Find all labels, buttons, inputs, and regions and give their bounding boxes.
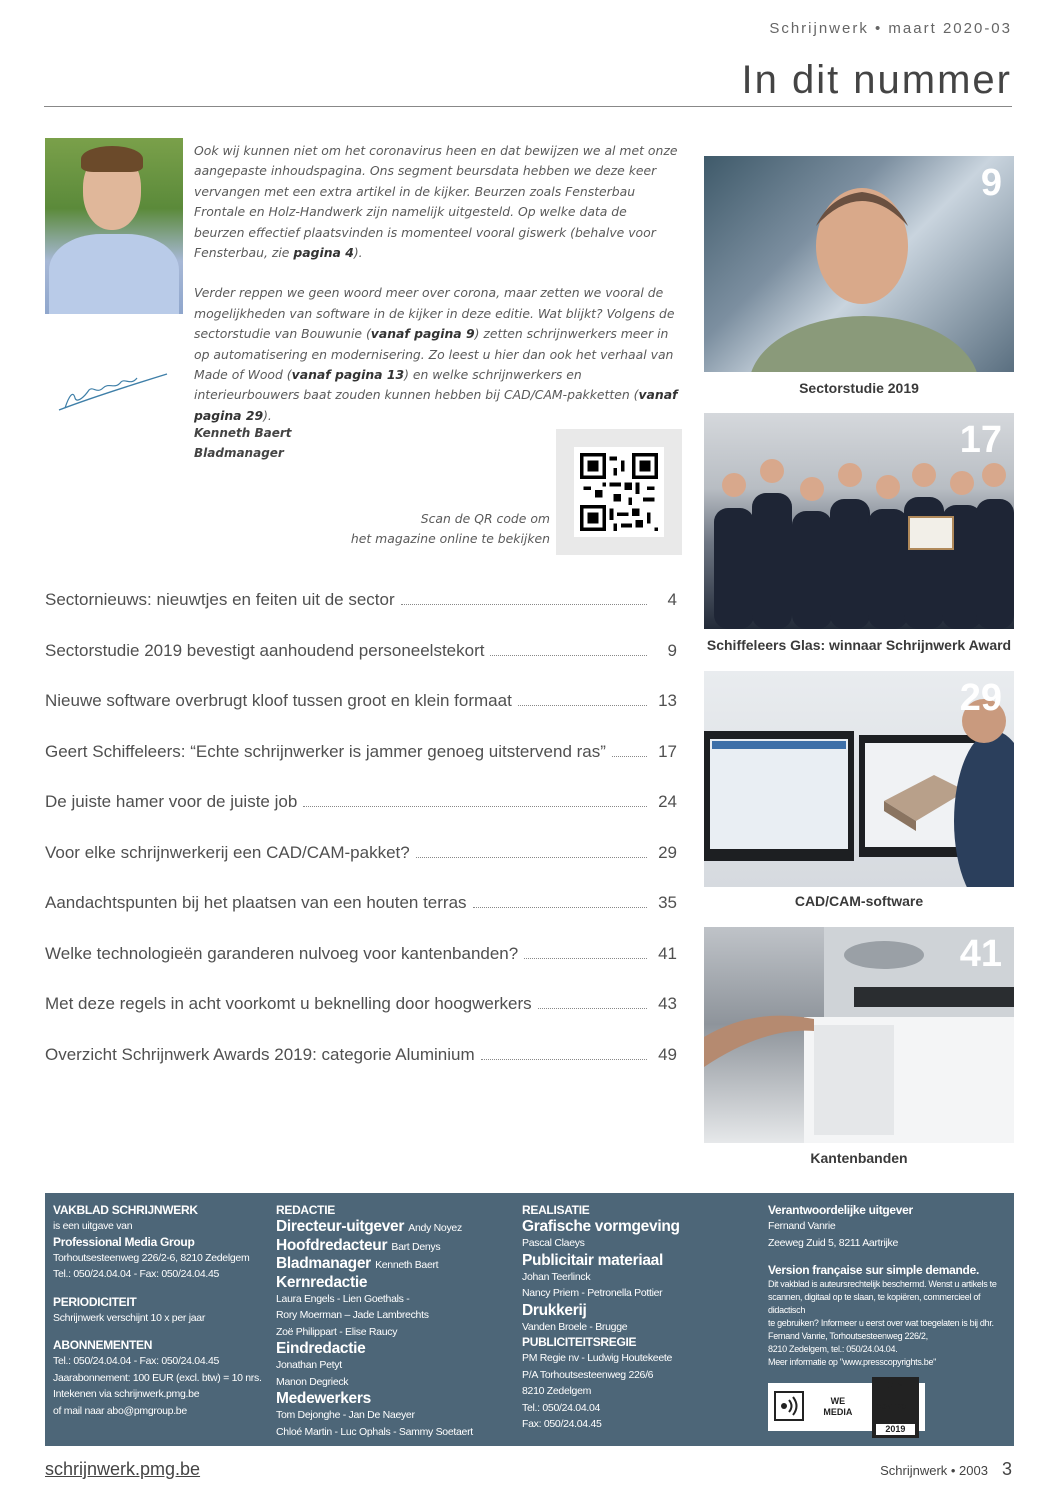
intro-paragraph-2: Verder reppen we geen woord meer over corona, maar zetten we vooral de mogelijkheden van software in de kijker in deze editie. Wat blijkt? Volgens de sectorstudie van Bouwunie (vanaf pagina 9) zetten schrijnwerkers meer in op automatisering en modernisering. Zo leest u hier dan ook het verhaal van Made of Wood (vanaf pagina 13) en welke schrijnwerkers en interieurbouwers baat zouden kunnen hebben bij CAD/CAM-pakketten (vanaf pagina 29). bbox=[194, 285, 678, 423]
intro-text bbox=[194, 141, 678, 446]
website-link[interactable]: schrijnwerk.pmg.be bbox=[45, 1459, 201, 1479]
toc-item[interactable] bbox=[45, 792, 677, 843]
toc-item-page: 24 bbox=[658, 792, 677, 811]
author-block bbox=[194, 423, 292, 463]
thumbnail-caption: Kantenbanden bbox=[810, 1150, 908, 1166]
colophon-heading: Verantwoordelijke uitgever bbox=[768, 1203, 913, 1217]
toc-item[interactable] bbox=[45, 1045, 677, 1096]
colophon-line: P/A Torhoutsesteenweg 226/6 bbox=[522, 1368, 654, 1381]
thumbnail-page-number: 41 bbox=[959, 933, 1002, 975]
certification-logos bbox=[768, 1379, 925, 1434]
qr-caption-line-2: het magazine online te bekijken bbox=[350, 531, 550, 546]
colophon-role: Kernredactie bbox=[276, 1273, 368, 1291]
toc-item[interactable] bbox=[45, 893, 677, 944]
thumbnail-caption: Schiffeleers Glas: winnaar Schrijnwerk Award bbox=[706, 637, 1012, 653]
header-rule bbox=[44, 106, 1012, 107]
page-title: In dit nummer bbox=[741, 58, 1012, 102]
toc-item[interactable] bbox=[45, 994, 677, 1045]
colophon-person: Pascal Claeys bbox=[522, 1237, 585, 1249]
we-media-logo: WE MEDIA bbox=[823, 1396, 853, 1417]
toc-item-page: 43 bbox=[658, 994, 677, 1013]
page-number: 3 bbox=[1001, 1459, 1012, 1479]
colophon bbox=[45, 1193, 1014, 1446]
colophon-line: Torhoutsesteenweg 226/2-6, 8210 Zedelgem bbox=[53, 1251, 250, 1264]
toc-leader bbox=[538, 994, 647, 1009]
colophon-heading: REDACTIE bbox=[276, 1203, 335, 1217]
qr-caption bbox=[351, 509, 550, 549]
colophon-line: Fernand Vanrie bbox=[768, 1220, 836, 1232]
colophon-production bbox=[522, 1203, 762, 1433]
colophon-line: Fax: 050/24.04.45 bbox=[522, 1418, 602, 1430]
colophon-publisher bbox=[53, 1203, 271, 1419]
colophon-person: Zoë Philippart - Elise Raucy bbox=[276, 1325, 398, 1338]
qr-code-icon[interactable] bbox=[574, 447, 664, 537]
colophon-line: Zeeweg Zuid 5, 8211 Aartrijke bbox=[768, 1236, 899, 1249]
toc-leader bbox=[518, 691, 647, 706]
colophon-heading: Version française sur simple demande. bbox=[768, 1263, 979, 1277]
toc-item-title: De juiste hamer voor de juiste job bbox=[45, 792, 298, 811]
thumbnail-kantenbanden[interactable] bbox=[704, 927, 1014, 1143]
colophon-person: Nancy Priem - Petronella Pottier bbox=[522, 1287, 663, 1299]
thumbnail-page-number: 17 bbox=[959, 419, 1002, 461]
author-name: Kenneth Baert bbox=[194, 426, 292, 440]
toc-item[interactable] bbox=[45, 641, 677, 692]
thumbnail-caption: Sectorstudie 2019 bbox=[799, 380, 919, 396]
toc-item-title: Met deze regels in acht voorkomt u beknelling door hoogwerkers bbox=[45, 994, 532, 1013]
colophon-person: Tom Dejonghe - Jan De Naeyer bbox=[276, 1409, 415, 1421]
colophon-line: of mail naar abo@pmgroup.be bbox=[53, 1404, 187, 1417]
colophon-line: is een uitgave van bbox=[53, 1220, 133, 1232]
toc-leader bbox=[416, 843, 647, 858]
colophon-editorial bbox=[276, 1203, 516, 1440]
toc-item[interactable] bbox=[45, 742, 677, 793]
colophon-line: PM Regie nv - Ludwig Houtekeete bbox=[522, 1352, 673, 1364]
toc-item-page: 9 bbox=[667, 640, 677, 660]
intro-paragraph-1: Ook wij kunnen niet om het coronavirus heen en dat bewijzen we al met onze aangepaste inhoudspagina. Ons segment beursdata hebben we deze keer vervangen met een extra artikel in de kijker. Beurzen zoals Fensterbau Frontale en Holz-Handwerk zijn namelijk uitgesteld. Op welke data de beurzen effectief plaatsvinden is momenteel vooral giswerk (behalve voor Fensterbau, zie pagina 4). bbox=[194, 143, 678, 261]
colophon-line: 8210 Zedelgem, tel.: 050/24.04.04. bbox=[768, 1344, 898, 1354]
colophon-role: Medewerkers bbox=[276, 1390, 371, 1407]
cim-logo: CIM CONTROLE 2019 bbox=[872, 1377, 919, 1438]
qr-code-panel[interactable] bbox=[556, 429, 682, 555]
issue-label: Schrijnwerk • 2003 bbox=[880, 1463, 988, 1478]
colophon-line: Schrijnwerk verschijnt 10 x per jaar bbox=[53, 1311, 206, 1324]
toc-item-title: Geert Schiffeleers: “Echte schrijnwerker is jammer genoeg uitstervend ras” bbox=[45, 741, 606, 761]
audio-logo-icon bbox=[774, 1391, 804, 1423]
running-head: Schrijnwerk • maart 2020-03 bbox=[769, 20, 1012, 37]
toc-leader bbox=[303, 792, 647, 807]
colophon-person: Bart Denys bbox=[391, 1240, 441, 1253]
colophon-line: Dit vakblad is auteursrechtelijk beschermd. Wenst u artikels te bbox=[768, 1279, 997, 1289]
toc-leader bbox=[524, 944, 647, 959]
colophon-role: Grafische vormgeving bbox=[522, 1218, 680, 1235]
colophon-person: Vanden Broele - Brugge bbox=[522, 1320, 628, 1333]
colophon-line: Jaarabonnement: 100 EUR (excl. btw) = 10 nrs. bbox=[53, 1371, 262, 1384]
page-ref-13[interactable]: vanaf pagina 13 bbox=[291, 367, 405, 383]
footer-issue bbox=[880, 1459, 1012, 1480]
colophon-heading: PUBLICITEITSREGIE bbox=[522, 1335, 637, 1349]
toc-leader bbox=[473, 893, 647, 908]
colophon-line: Intekenen via schrijnwerk.pmg.be bbox=[53, 1388, 200, 1400]
toc-leader bbox=[481, 1045, 647, 1060]
colophon-person: Laura Engels - Lien Goethals - bbox=[276, 1292, 410, 1305]
toc-item-page: 13 bbox=[658, 691, 677, 710]
colophon-role: Eindredactie bbox=[276, 1340, 366, 1357]
toc-item[interactable] bbox=[45, 691, 677, 742]
toc-item-page: 49 bbox=[658, 1044, 677, 1064]
page-ref-4[interactable]: pagina 4 bbox=[293, 245, 354, 261]
thumbnail-schiffeleers[interactable] bbox=[704, 413, 1014, 629]
colophon-line: 8210 Zedelgem bbox=[522, 1385, 592, 1397]
colophon-person: Chloé Martin - Luc Ophals - Sammy Soetaert bbox=[276, 1425, 473, 1438]
thumbnail-caption: CAD/CAM-software bbox=[794, 893, 924, 909]
toc-leader bbox=[612, 742, 647, 757]
portrait-photo bbox=[704, 156, 1014, 372]
toc-item-title: Welke technologieën garanderen nulvoeg voor kantenbanden? bbox=[45, 943, 519, 963]
toc-item-title: Overzicht Schrijnwerk Awards 2019: categorie Aluminium bbox=[45, 1044, 475, 1064]
colophon-line: Tel.: 050/24.04.04 - Fax: 050/24.04.45 bbox=[53, 1355, 220, 1367]
colophon-person: Kenneth Baert bbox=[375, 1259, 439, 1271]
colophon-heading: ABONNEMENTEN bbox=[53, 1338, 153, 1352]
colophon-heading: VAKBLAD SCHRIJNWERK bbox=[53, 1203, 198, 1217]
toc-item[interactable] bbox=[45, 843, 677, 894]
toc-item-title: Aandachtspunten bij het plaatsen van een houten terras bbox=[45, 893, 467, 912]
author-role: Bladmanager bbox=[194, 446, 284, 460]
colophon-person: Jonathan Petyt bbox=[276, 1359, 342, 1371]
author-portrait bbox=[45, 138, 183, 314]
table-of-contents bbox=[45, 590, 677, 1095]
thumbnail-sectorstudie[interactable] bbox=[704, 156, 1014, 372]
colophon-heading: REALISATIE bbox=[522, 1203, 590, 1217]
colophon-person: Johan Teerlinck bbox=[522, 1270, 591, 1283]
toc-leader bbox=[490, 641, 647, 656]
thumbnail-page-number: 9 bbox=[980, 162, 1002, 204]
colophon-line: Meer informatie op "www.presscopyrights.be" bbox=[768, 1357, 937, 1367]
colophon-heading: PERIODICITEIT bbox=[53, 1294, 137, 1309]
colophon-line: Fernand Vanrie, Torhoutsesteenweg 226/2, bbox=[768, 1331, 928, 1341]
toc-item[interactable] bbox=[45, 944, 677, 995]
colophon-person: Rory Moerman – Jade Lambrechts bbox=[276, 1309, 429, 1321]
thumbnail-page-number: 29 bbox=[959, 677, 1002, 719]
toc-item-title: Sectornieuws: nieuwtjes en feiten uit de sector bbox=[45, 590, 395, 609]
page-ref-29[interactable]: vanaf pagina 29 bbox=[194, 387, 678, 423]
colophon-person: Andy Noyez bbox=[408, 1222, 462, 1234]
toc-item-page: 4 bbox=[667, 590, 677, 609]
colophon-role: Drukkerij bbox=[522, 1301, 587, 1319]
toc-leader bbox=[401, 590, 647, 605]
toc-item-page: 41 bbox=[658, 943, 677, 963]
colophon-role: Publicitair materiaal bbox=[522, 1251, 664, 1269]
colophon-line: Tel.: 050/24.04.04 - Fax: 050/24.04.45 bbox=[53, 1268, 220, 1280]
toc-item-title: Sectorstudie 2019 bevestigt aanhoudend personeelstekort bbox=[45, 640, 485, 660]
colophon-responsible bbox=[768, 1203, 1008, 1369]
page-ref-9[interactable]: vanaf pagina 9 bbox=[370, 326, 475, 342]
signature-image bbox=[55, 360, 173, 420]
colophon-line: scannen, digitaal op te slaan, te kopiëren, commercieel of didactisch bbox=[768, 1292, 981, 1315]
toc-item-page: 35 bbox=[658, 893, 677, 912]
toc-item-page: 29 bbox=[658, 842, 677, 862]
toc-item-title: Nieuwe software overbrugt kloof tussen groot en klein formaat bbox=[45, 691, 512, 710]
colophon-role: Hoofdredacteur bbox=[276, 1236, 388, 1254]
toc-item-title: Voor elke schrijnwerkerij een CAD/CAM-pakket? bbox=[45, 842, 410, 862]
qr-caption-line-1: Scan de QR code om bbox=[420, 511, 550, 526]
colophon-role: Directeur-uitgever bbox=[276, 1218, 405, 1235]
colophon-line: te gebruiken? Informeer u eerst over wat toegelaten is bij dhr. bbox=[768, 1318, 994, 1328]
colophon-role: Bladmanager bbox=[276, 1255, 371, 1272]
thumbnail-cadcam[interactable] bbox=[704, 671, 1014, 887]
toc-item[interactable] bbox=[45, 590, 677, 641]
colophon-person: Manon Degrieck bbox=[276, 1375, 349, 1388]
publisher-name: Professional Media Group bbox=[53, 1234, 195, 1249]
colophon-line: Tel.: 050/24.04.04 bbox=[522, 1401, 601, 1414]
toc-item-page: 17 bbox=[658, 741, 677, 761]
